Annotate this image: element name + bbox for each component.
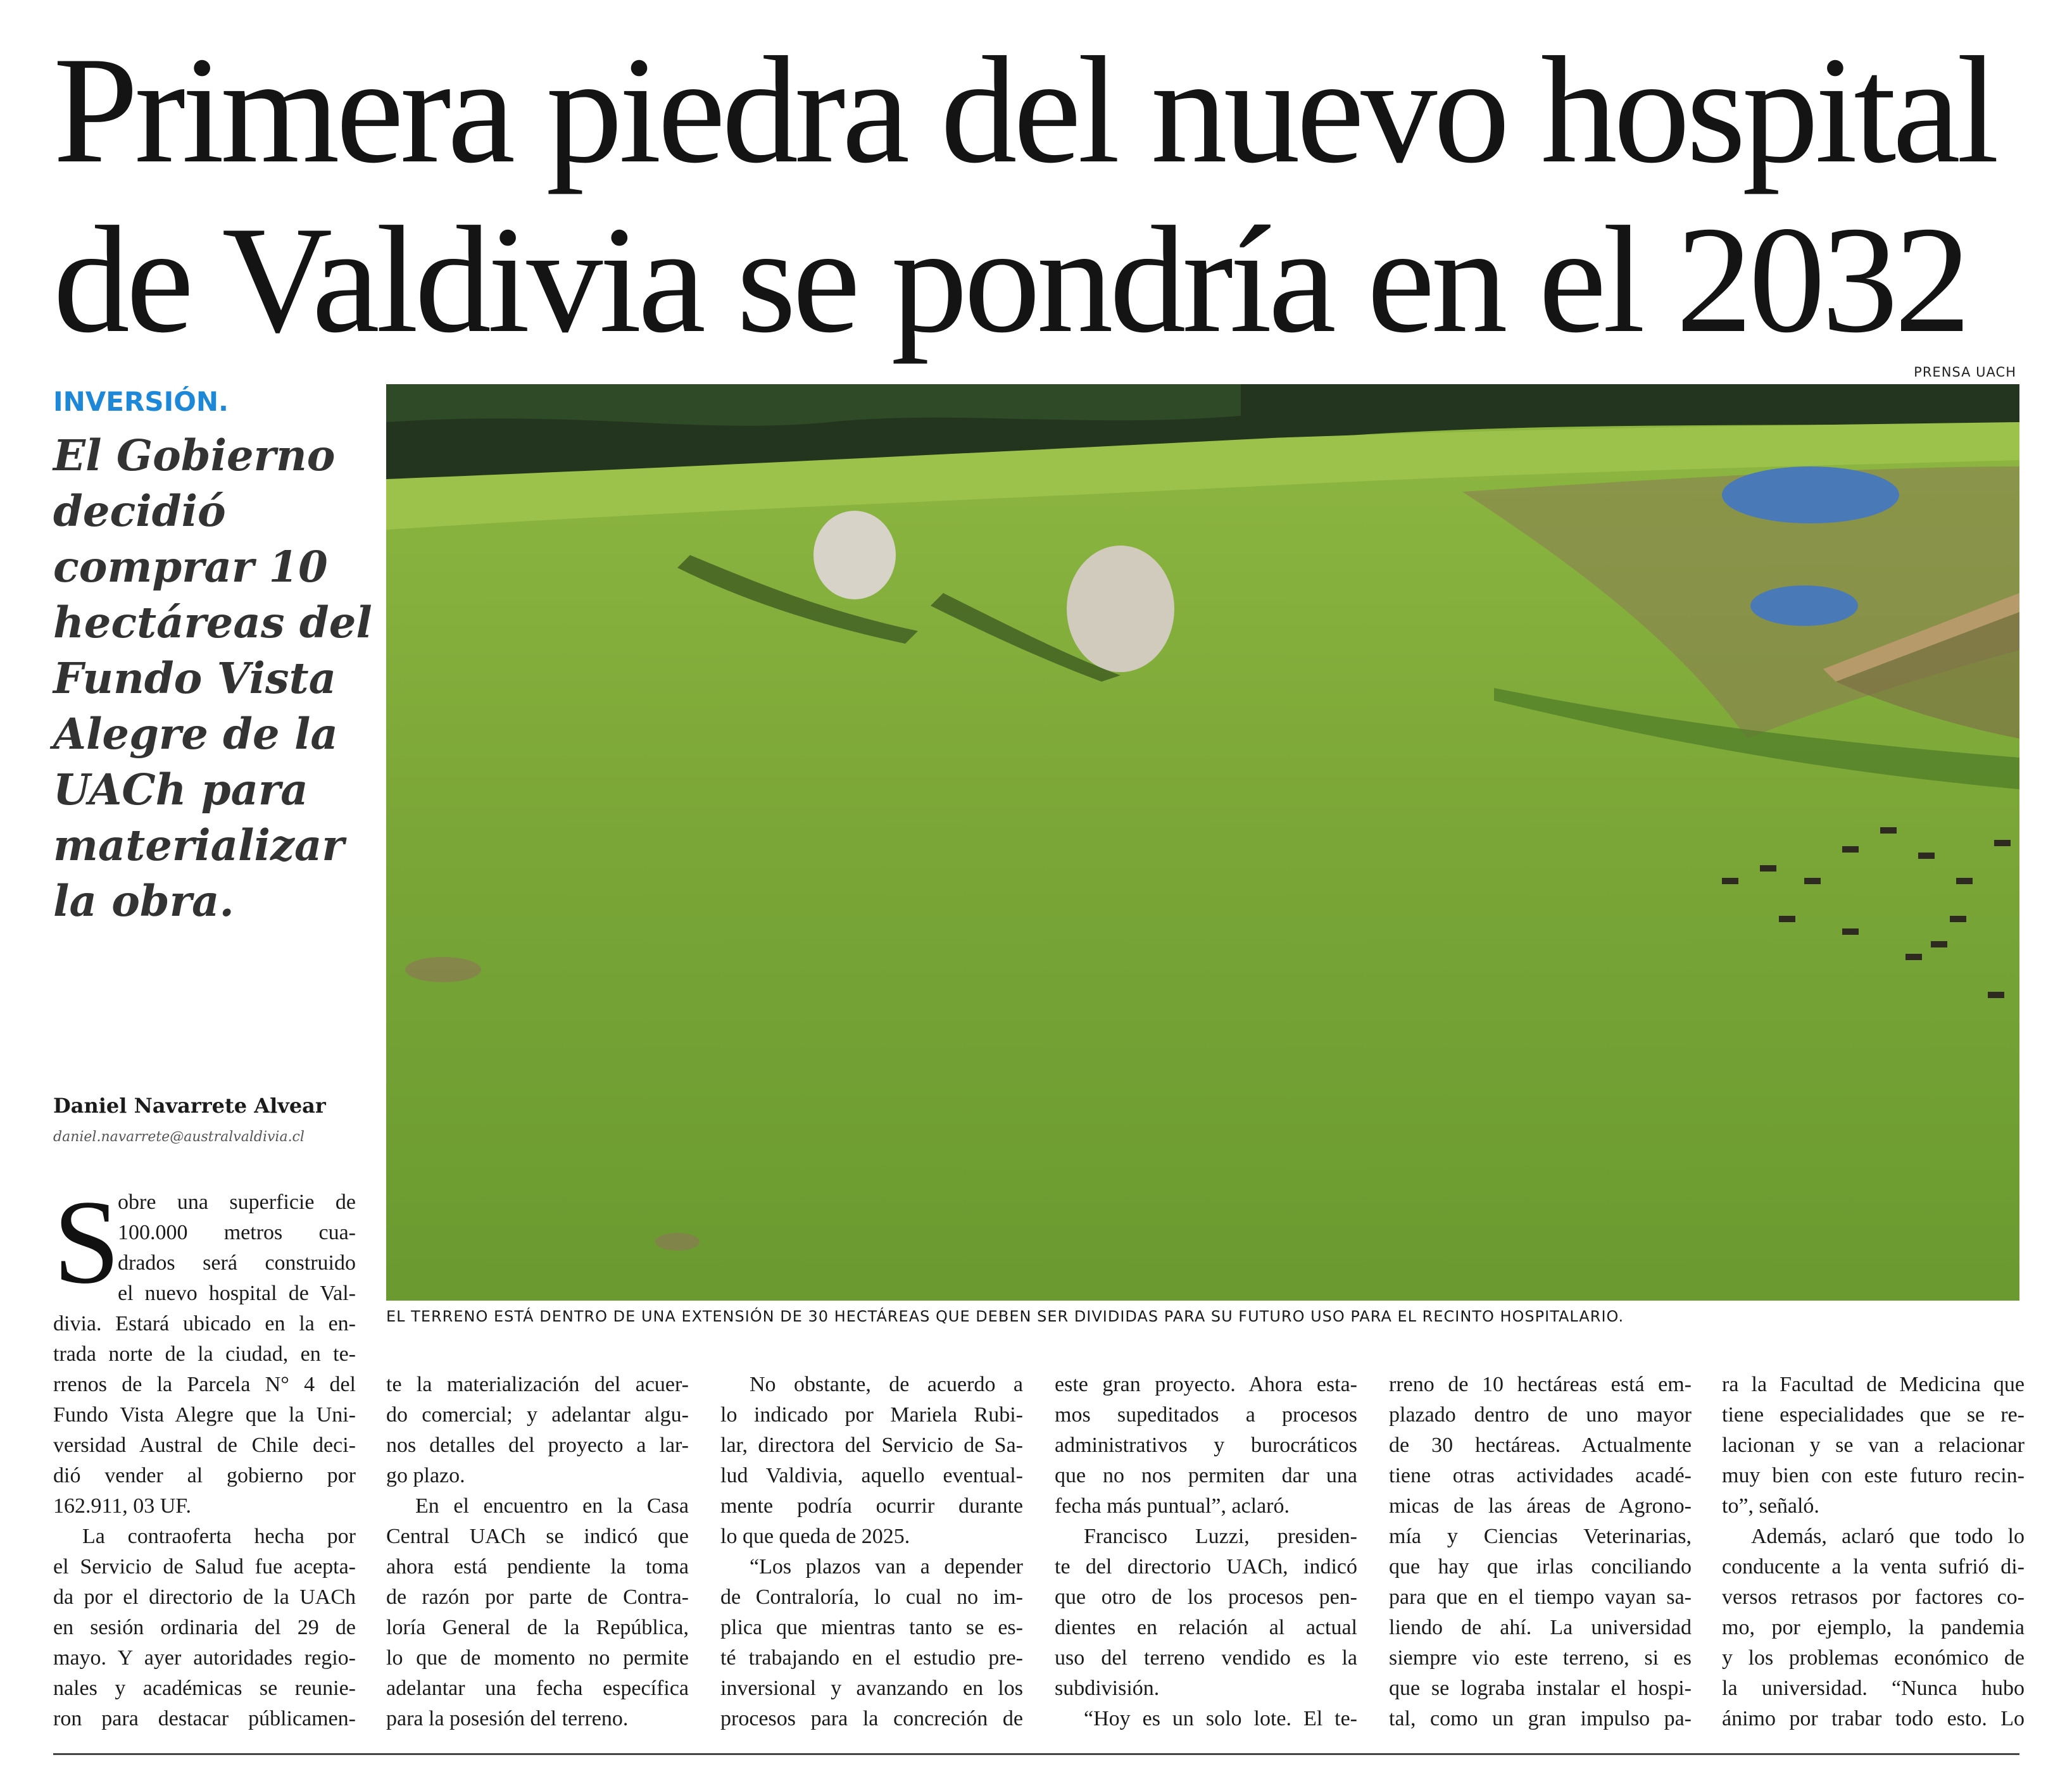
- body-line: dientes en relación al actual: [1055, 1616, 1357, 1639]
- body-column-3: [720, 1370, 1023, 1734]
- body-line: lo que de momento no permite: [386, 1646, 689, 1670]
- body-column-4: [1055, 1370, 1357, 1734]
- deck-line: comprar 10: [53, 542, 328, 592]
- body-line: té trabajando en el estudio pre-: [720, 1646, 1023, 1670]
- body-line: de Contraloría, lo cual no im-: [720, 1585, 1023, 1609]
- body-line: para que en el tiempo vayan sa-: [1389, 1585, 1692, 1609]
- body-line: mayo. Y ayer autoridades regio-: [53, 1646, 356, 1670]
- deck-line: la obra.: [53, 876, 234, 926]
- body-line: lo indicado por Mariela Rubi-: [720, 1403, 1023, 1427]
- body-line: versidad Austral de Chile deci-: [53, 1434, 356, 1457]
- body-line: lacionan y se van a relacionar: [1722, 1434, 2025, 1457]
- body-line: Fundo Vista Alegre que la Uni-: [53, 1403, 356, 1427]
- body-line: La contraoferta hecha por: [82, 1525, 356, 1548]
- body-line: este gran proyecto. Ahora esta-: [1055, 1373, 1357, 1396]
- body-line: procesos para la concreción de: [720, 1707, 1023, 1730]
- body-line: micas de las áreas de Agrono-: [1389, 1494, 1692, 1518]
- body-line: que hay que irlas conciliando: [1389, 1555, 1692, 1578]
- author-name: Daniel Navarrete Alvear: [53, 1094, 326, 1118]
- body-line: te la materialización del acuer-: [386, 1373, 689, 1396]
- body-line: en sesión ordinaria del 29 de: [53, 1616, 356, 1639]
- body-line: liendo de ahí. La universidad: [1389, 1616, 1692, 1639]
- headline-line-1: Primera piedra del nuevo hospital: [53, 25, 1996, 195]
- body-line: Francisco Luzzi, presiden-: [1084, 1525, 1357, 1548]
- body-line: mía y Ciencias Veterinarias,: [1389, 1525, 1692, 1548]
- deck-line: UACh para: [53, 765, 308, 815]
- body-line: ánimo por trabar todo esto. Lo: [1722, 1707, 2025, 1730]
- body-line: da por el directorio de la UACh: [53, 1585, 356, 1609]
- body-line: divia. Estará ubicado en la en-: [53, 1312, 356, 1335]
- body-line: plazado dentro de uno mayor: [1389, 1403, 1692, 1427]
- body-line: lo que queda de 2025.: [720, 1525, 910, 1548]
- deck-line: El Gobierno: [53, 430, 336, 480]
- body-line: rreno de 10 hectáreas está em-: [1389, 1373, 1692, 1396]
- bottom-divider: [53, 1753, 2019, 1755]
- deck: [53, 428, 372, 929]
- body-line: para la posesión del terreno.: [386, 1707, 629, 1730]
- aerial-field-image: [386, 384, 2019, 1301]
- body-line: la universidad. “Nunca hubo: [1722, 1677, 2025, 1700]
- photo-credit: PRENSA UACH: [1914, 365, 2016, 380]
- body-line: to”, señaló.: [1722, 1494, 1819, 1518]
- body-line: 100.000 metros cua-: [118, 1221, 356, 1244]
- body-line: que no nos permiten dar una: [1055, 1464, 1357, 1487]
- body-line: rrenos de la Parcela N° 4 del: [53, 1373, 356, 1396]
- body-line: tiene otras actividades acadé-: [1389, 1464, 1692, 1487]
- body-line: y los problemas económico de: [1722, 1646, 2025, 1670]
- body-line: administrativos y burocráticos: [1055, 1434, 1357, 1457]
- body-line: do comercial; y adelantar algu-: [386, 1403, 689, 1427]
- deck-line: hectáreas del: [53, 597, 372, 647]
- body-line: tiene especialidades que se re-: [1722, 1403, 2025, 1427]
- body-line: de 30 hectáreas. Actualmente: [1389, 1434, 1692, 1457]
- body-column-5: [1389, 1370, 1692, 1734]
- body-line: mente podría ocurrir durante: [720, 1494, 1023, 1518]
- body-line: ahora está pendiente la toma: [386, 1555, 689, 1578]
- body-line: En el encuentro en la Casa: [415, 1494, 689, 1518]
- body-line: conducente a la venta sufrió di-: [1722, 1555, 2025, 1578]
- article-photo: [386, 384, 2019, 1301]
- body-line: que se lograba instalar el hospi-: [1389, 1677, 1692, 1700]
- body-line: nales y académicas se reunie-: [53, 1677, 356, 1700]
- body-line: lud Valdivia, aquello eventual-: [720, 1464, 1023, 1487]
- body-line: tal, como un gran impulso pa-: [1389, 1707, 1692, 1730]
- body-line: “Los plazos van a depender: [750, 1555, 1023, 1578]
- body-line: muy bien con este futuro recin-: [1722, 1464, 2025, 1487]
- body-line: lar, directora del Servicio de Sa-: [720, 1434, 1023, 1457]
- body-line: adelantar una fecha específica: [386, 1677, 689, 1700]
- body-line: versos retrasos por factores co-: [1722, 1585, 2025, 1609]
- deck-line: Alegre de la: [53, 709, 338, 759]
- body-line: loría General de la República,: [386, 1616, 689, 1639]
- body-line: nos detalles del proyecto a lar-: [386, 1434, 689, 1457]
- body-line: que otro de los procesos pen-: [1055, 1585, 1357, 1609]
- body-line: 162.911, 03 UF.: [53, 1494, 191, 1518]
- author-email[interactable]: daniel.navarrete@australvaldivia.cl: [53, 1129, 305, 1145]
- body-line: trada norte de la ciudad, en te-: [53, 1342, 356, 1366]
- deck-line: materializar: [53, 820, 344, 870]
- body-line: ron para destacar públicamen-: [53, 1707, 356, 1730]
- body-line: Central UACh se indicó que: [386, 1525, 689, 1548]
- body-line: mos supeditados a procesos: [1055, 1403, 1357, 1427]
- body-line: “Hoy es un solo lote. El te-: [1084, 1707, 1357, 1730]
- section-kicker: INVERSIÓN.: [53, 386, 229, 417]
- body-column-6: [1722, 1370, 2025, 1734]
- body-line: inversional y avanzando en los: [720, 1677, 1023, 1700]
- deck-line: decidió: [53, 486, 226, 536]
- body-line: obre una superficie de: [118, 1190, 356, 1214]
- body-line: ra la Facultad de Medicina que: [1722, 1373, 2025, 1396]
- body-line: No obstante, de acuerdo a: [750, 1373, 1023, 1396]
- body-line: el Servicio de Salud fue acepta-: [53, 1555, 356, 1578]
- body-line: siempre vio este terreno, si es: [1389, 1646, 1692, 1670]
- body-line: dió vender al gobierno por: [53, 1464, 356, 1487]
- body-line: te del directorio UACh, indicó: [1055, 1555, 1357, 1578]
- body-line: uso del terreno vendido es la: [1055, 1646, 1357, 1670]
- body-line: de razón por parte de Contra-: [386, 1585, 689, 1609]
- body-line: mo, por ejemplo, la pandemia: [1722, 1616, 2025, 1639]
- body-line: plica que mientras tanto se es-: [720, 1616, 1023, 1639]
- headline: [53, 25, 2047, 365]
- drop-cap: S: [53, 1176, 120, 1309]
- body-column-2: [386, 1370, 689, 1734]
- body-column-1: [53, 1176, 356, 1734]
- headline-line-2: de Valdivia se pondría en el 2032: [53, 195, 1968, 365]
- body-line: fecha más puntual”, aclaró.: [1055, 1494, 1290, 1518]
- body-line: go plazo.: [386, 1464, 465, 1487]
- body-line: Además, aclaró que todo lo: [1751, 1525, 2025, 1548]
- body-line: el nuevo hospital de Val-: [118, 1282, 356, 1305]
- body-line: drados será construido: [118, 1251, 356, 1275]
- body-line: subdivisión.: [1055, 1677, 1160, 1700]
- photo-caption: EL TERRENO ESTÁ DENTRO DE UNA EXTENSIÓN DE 30 HECTÁREAS QUE DEBEN SER DIVIDIDAS PARA SU FUTURO USO PARA EL RECINTO HOSPITALARIO.: [386, 1308, 1624, 1325]
- deck-line: Fundo Vista: [53, 653, 337, 703]
